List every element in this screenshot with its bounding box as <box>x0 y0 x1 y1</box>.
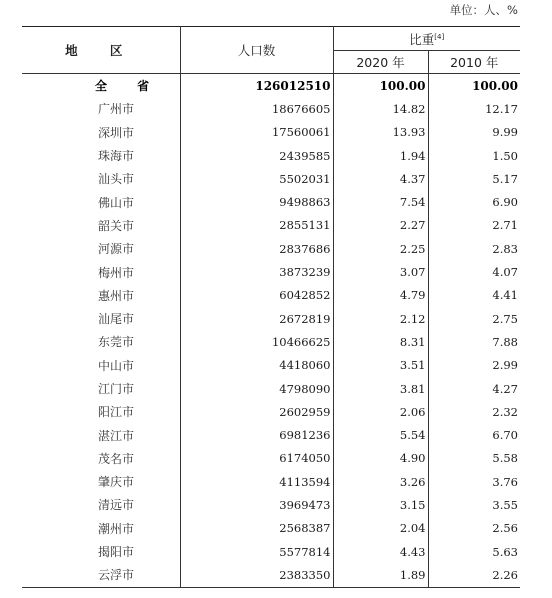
table-row <box>22 307 520 330</box>
pct-2010-cell: 100.00 <box>472 78 518 93</box>
pct-2020-cell: 4.79 <box>333 284 428 307</box>
pct-2010-cell: 2.56 <box>492 521 518 536</box>
table-row <box>22 284 520 307</box>
pct-2020-cell: 2.25 <box>333 237 428 260</box>
table-row <box>22 144 520 167</box>
table-header <box>22 27 520 74</box>
pct-2020-cell: 2.04 <box>333 517 428 540</box>
pct-2020-cell: 5.54 <box>333 423 428 446</box>
population-cell: 2855131 <box>180 214 333 237</box>
pct-2020-cell: 4.37 <box>333 167 428 190</box>
population-cell: 18676605 <box>180 97 333 120</box>
pct-2020-cell: 3.07 <box>333 260 428 283</box>
population-cell: 4113594 <box>180 470 333 493</box>
pct-2020-cell: 4.43 <box>333 540 428 563</box>
table-row <box>22 121 520 144</box>
table-row <box>22 540 520 563</box>
pct-2010-cell: 2.83 <box>492 241 518 256</box>
pct-2020-cell: 2.12 <box>333 307 428 330</box>
table-row <box>22 97 520 120</box>
population-cell: 2383350 <box>180 563 333 587</box>
region-cell: 肇庆市 <box>22 470 180 493</box>
population-cell: 4798090 <box>180 377 333 400</box>
unit-label: 单位：人、% <box>449 3 518 17</box>
pct-2020-cell: 13.93 <box>333 121 428 144</box>
population-cell: 2439585 <box>180 144 333 167</box>
population-cell: 126012510 <box>180 74 333 98</box>
table-row <box>22 237 520 260</box>
table-row <box>22 423 520 446</box>
population-cell: 4418060 <box>180 354 333 377</box>
pct-2010-cell: 12.17 <box>485 101 518 116</box>
table-row <box>22 563 520 587</box>
region-cell: 惠州市 <box>22 284 180 307</box>
region-cell: 深圳市 <box>22 121 180 144</box>
population-cell: 17560061 <box>180 121 333 144</box>
region-cell: 阳江市 <box>22 400 180 423</box>
table-row <box>22 330 520 353</box>
pct-2020-cell: 3.51 <box>333 354 428 377</box>
population-cell: 2602959 <box>180 400 333 423</box>
ratio-header <box>333 27 520 51</box>
pct-2010-cell: 4.41 <box>492 288 518 303</box>
pct-2010-cell: 5.17 <box>492 171 518 186</box>
year-2010-header: 2010 年 <box>428 51 520 74</box>
pct-2010-cell: 4.07 <box>492 265 518 280</box>
region-cell: 江门市 <box>22 377 180 400</box>
region-cell: 汕尾市 <box>22 307 180 330</box>
population-header: 人口数 <box>180 27 333 74</box>
pct-2010-cell: 2.99 <box>492 358 518 373</box>
pct-2010-cell: 3.55 <box>492 497 518 512</box>
pct-2020-cell: 7.54 <box>333 190 428 213</box>
population-cell: 6174050 <box>180 447 333 470</box>
population-cell: 9498863 <box>180 190 333 213</box>
pct-2010-cell: 5.63 <box>492 544 518 559</box>
pct-2020-cell: 1.89 <box>333 563 428 587</box>
region-cell: 珠海市 <box>22 144 180 167</box>
region-cell: 清远市 <box>22 493 180 516</box>
region-cell: 河源市 <box>22 237 180 260</box>
population-cell: 5502031 <box>180 167 333 190</box>
table-row <box>22 190 520 213</box>
table-body <box>22 74 520 588</box>
pct-2010-cell: 3.76 <box>492 474 518 489</box>
population-cell: 3969473 <box>180 493 333 516</box>
table-row <box>22 354 520 377</box>
region-cell: 东莞市 <box>22 330 180 353</box>
population-cell: 10466625 <box>180 330 333 353</box>
table-row <box>22 214 520 237</box>
year-2020-header: 2020 年 <box>333 51 428 74</box>
table-row <box>22 447 520 470</box>
population-cell: 5577814 <box>180 540 333 563</box>
population-cell: 2568387 <box>180 517 333 540</box>
pct-2020-cell: 2.27 <box>333 214 428 237</box>
ratio-label: 比重 <box>409 31 435 47</box>
table-row <box>22 260 520 283</box>
pct-2020-cell: 2.06 <box>333 400 428 423</box>
pct-2010-cell: 4.27 <box>492 381 518 396</box>
region-cell: 梅州市 <box>22 260 180 283</box>
table-row <box>22 167 520 190</box>
population-cell: 6981236 <box>180 423 333 446</box>
table-row <box>22 400 520 423</box>
pct-2010-cell: 2.71 <box>492 218 518 233</box>
population-cell: 6042852 <box>180 284 333 307</box>
region-cell: 揭阳市 <box>22 540 180 563</box>
pct-2010-cell: 6.90 <box>492 195 518 210</box>
pct-2010-cell: 9.99 <box>492 125 518 140</box>
pct-2020-cell: 14.82 <box>333 97 428 120</box>
population-cell: 2672819 <box>180 307 333 330</box>
pct-2020-cell: 100.00 <box>333 74 428 98</box>
region-cell: 云浮市 <box>22 563 180 587</box>
region-cell: 韶关市 <box>22 214 180 237</box>
region-cell: 潮州市 <box>22 517 180 540</box>
region-header: 地 区 <box>22 27 180 74</box>
pct-2010-cell: 7.88 <box>492 334 518 349</box>
population-table <box>22 26 520 588</box>
region-cell: 中山市 <box>22 354 180 377</box>
region-cell: 佛山市 <box>22 190 180 213</box>
pct-2020-cell: 1.94 <box>333 144 428 167</box>
region-cell: 广州市 <box>22 97 180 120</box>
pct-2010-cell: 2.26 <box>428 563 520 587</box>
region-cell: 汕头市 <box>22 167 180 190</box>
pct-2020-cell: 4.90 <box>333 447 428 470</box>
pct-2020-cell: 3.26 <box>333 470 428 493</box>
pct-2020-cell: 3.15 <box>333 493 428 516</box>
population-cell: 2837686 <box>180 237 333 260</box>
region-cell: 湛江市 <box>22 423 180 446</box>
region-cell: 全 省 <box>22 74 180 98</box>
pct-2020-cell: 8.31 <box>333 330 428 353</box>
pct-2010-cell: 1.50 <box>492 148 518 163</box>
pct-2010-cell: 2.32 <box>492 404 518 419</box>
table-row <box>22 470 520 493</box>
ratio-footnote-ref: [4] <box>434 32 445 41</box>
total-row <box>22 74 520 98</box>
table-row <box>22 517 520 540</box>
table-row <box>22 377 520 400</box>
population-cell: 3873239 <box>180 260 333 283</box>
pct-2010-cell: 5.58 <box>492 451 518 466</box>
pct-2010-cell: 6.70 <box>492 428 518 443</box>
pct-2010-cell: 2.75 <box>492 311 518 326</box>
table-row <box>22 493 520 516</box>
pct-2020-cell: 3.81 <box>333 377 428 400</box>
region-cell: 茂名市 <box>22 447 180 470</box>
